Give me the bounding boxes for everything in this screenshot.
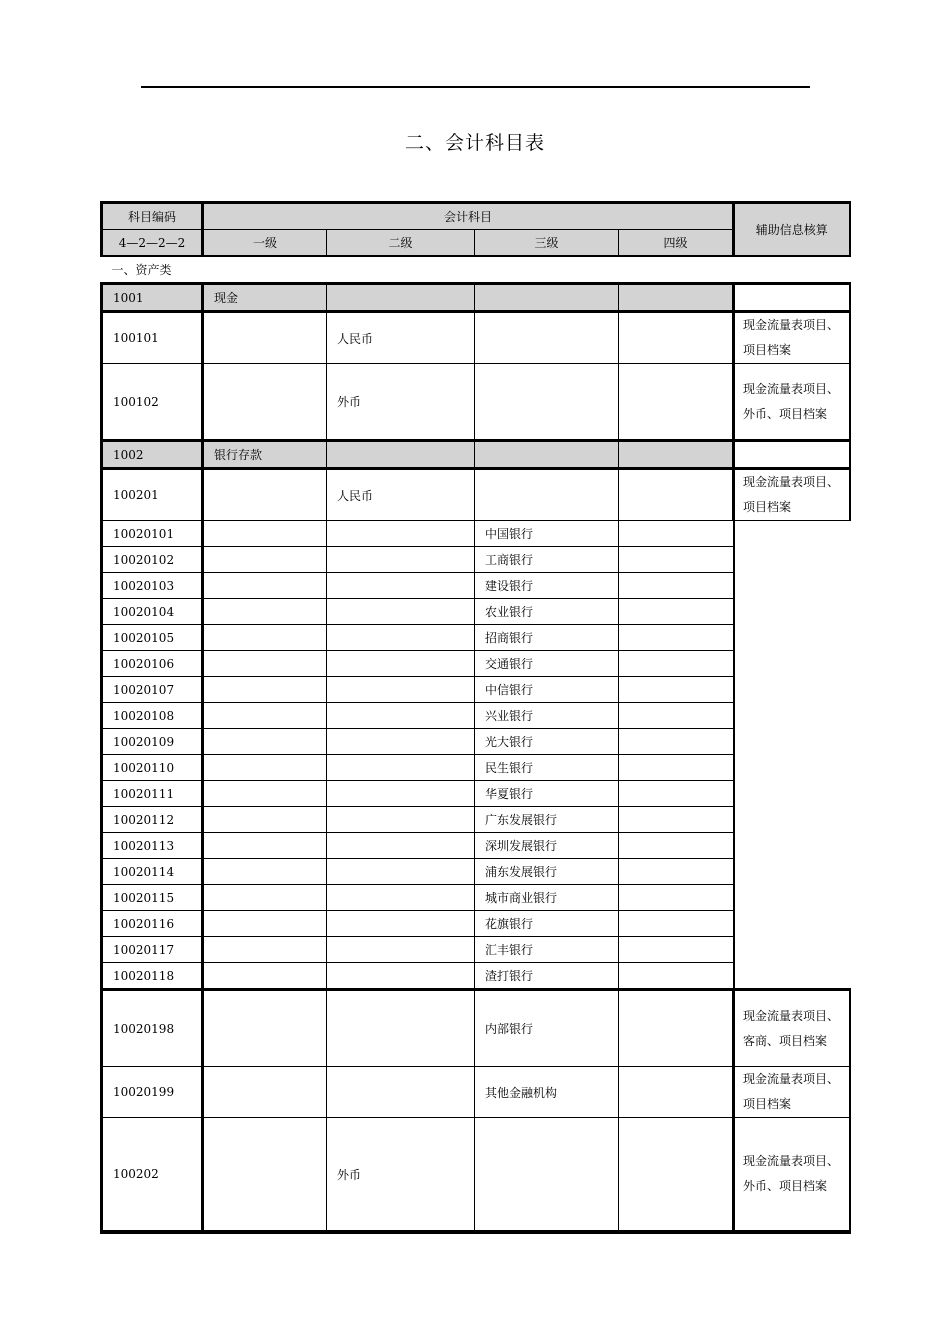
header-level-2: 二级 <box>327 230 475 257</box>
chart-of-accounts-table <box>100 201 851 1234</box>
row-aux: 现金流量表项目、外币、项目档案 <box>734 1118 850 1233</box>
row-level-3: 中国银行 <box>475 521 619 547</box>
row-aux: 现金流量表项目、项目档案 <box>734 1067 850 1118</box>
row-code: 10020105 <box>102 625 203 651</box>
row-code: 10020108 <box>102 703 203 729</box>
top-rule <box>141 86 810 88</box>
row-code: 10020102 <box>102 547 203 573</box>
row-level-2: 外币 <box>327 364 475 441</box>
row-level-3: 工商银行 <box>475 547 619 573</box>
row-aux: 现金流量表项目、项目档案 <box>734 312 850 364</box>
row-code: 10020103 <box>102 573 203 599</box>
table-row <box>102 364 850 441</box>
row-level-2: 外币 <box>327 1118 475 1233</box>
row-level-3: 其他金融机构 <box>475 1067 619 1118</box>
row-code: 10020117 <box>102 937 203 963</box>
row-code: 10020112 <box>102 807 203 833</box>
header-level-1: 一级 <box>203 230 327 257</box>
table-row <box>102 755 850 781</box>
row-code: 100202 <box>102 1118 203 1233</box>
table-row <box>102 1067 850 1118</box>
table-row <box>102 1118 850 1233</box>
row-aux: 现金流量表项目、外币、项目档案 <box>734 364 850 441</box>
table-row <box>102 703 850 729</box>
table-row <box>102 859 850 885</box>
table-row <box>102 885 850 911</box>
table-row <box>102 911 850 937</box>
table-row <box>102 521 850 547</box>
row-level-3: 兴业银行 <box>475 703 619 729</box>
row-level-1: 现金 <box>203 284 327 312</box>
row-level-3: 浦东发展银行 <box>475 859 619 885</box>
section-row <box>102 256 850 284</box>
page-title: 二、会计科目表 <box>404 132 545 154</box>
table-row <box>102 990 850 1067</box>
row-code: 10020198 <box>102 990 203 1067</box>
row-code: 10020115 <box>102 885 203 911</box>
row-level-3: 农业银行 <box>475 599 619 625</box>
row-level-3: 光大银行 <box>475 729 619 755</box>
row-code: 10020111 <box>102 781 203 807</box>
row-level-3: 民生银行 <box>475 755 619 781</box>
row-level-3: 中信银行 <box>475 677 619 703</box>
header-code-label: 科目编码 <box>102 203 203 230</box>
row-code: 1002 <box>102 441 203 469</box>
row-level-2: 人民币 <box>327 469 475 521</box>
row-level-3: 广东发展银行 <box>475 807 619 833</box>
header-aux-label: 辅助信息核算 <box>734 203 850 257</box>
row-code: 10020110 <box>102 755 203 781</box>
row-code: 10020116 <box>102 911 203 937</box>
table-row <box>102 573 850 599</box>
table-row <box>102 547 850 573</box>
row-code: 10020118 <box>102 963 203 990</box>
row-aux: 现金流量表项目、项目档案 <box>734 469 850 521</box>
table-row <box>102 807 850 833</box>
header-row-1 <box>102 203 850 230</box>
row-code: 100102 <box>102 364 203 441</box>
row-level-1: 银行存款 <box>203 441 327 469</box>
table-row <box>102 677 850 703</box>
header-level-4: 四级 <box>619 230 734 257</box>
row-level-3: 花旗银行 <box>475 911 619 937</box>
table-row <box>102 284 850 312</box>
table-row <box>102 651 850 677</box>
row-level-3: 华夏银行 <box>475 781 619 807</box>
table-row <box>102 781 850 807</box>
row-aux: 现金流量表项目、客商、项目档案 <box>734 990 850 1067</box>
table-row <box>102 441 850 469</box>
row-level-3: 招商银行 <box>475 625 619 651</box>
row-level-3: 建设银行 <box>475 573 619 599</box>
table-row <box>102 729 850 755</box>
header-subject-label: 会计科目 <box>203 203 734 230</box>
row-code: 10020199 <box>102 1067 203 1118</box>
header-level-3: 三级 <box>475 230 619 257</box>
table-row <box>102 963 850 990</box>
row-level-3: 内部银行 <box>475 990 619 1067</box>
row-level-2: 人民币 <box>327 312 475 364</box>
section-label: 一、资产类 <box>111 263 172 277</box>
row-code: 100101 <box>102 312 203 364</box>
row-code: 10020107 <box>102 677 203 703</box>
table-row <box>102 937 850 963</box>
row-code: 10020101 <box>102 521 203 547</box>
row-code: 10020113 <box>102 833 203 859</box>
table-row <box>102 625 850 651</box>
row-code: 10020104 <box>102 599 203 625</box>
row-code: 10020114 <box>102 859 203 885</box>
table-row <box>102 833 850 859</box>
table-row <box>102 599 850 625</box>
table-row <box>102 312 850 364</box>
table-row <box>102 469 850 521</box>
row-code: 100201 <box>102 469 203 521</box>
row-code: 10020109 <box>102 729 203 755</box>
row-level-3: 深圳发展银行 <box>475 833 619 859</box>
row-level-3: 汇丰银行 <box>475 937 619 963</box>
row-level-3: 城市商业银行 <box>475 885 619 911</box>
row-level-3: 渣打银行 <box>475 963 619 990</box>
row-code: 10020106 <box>102 651 203 677</box>
row-code: 1001 <box>102 284 203 312</box>
row-level-3: 交通银行 <box>475 651 619 677</box>
header-code-format: 4—2—2—2 <box>102 230 203 257</box>
